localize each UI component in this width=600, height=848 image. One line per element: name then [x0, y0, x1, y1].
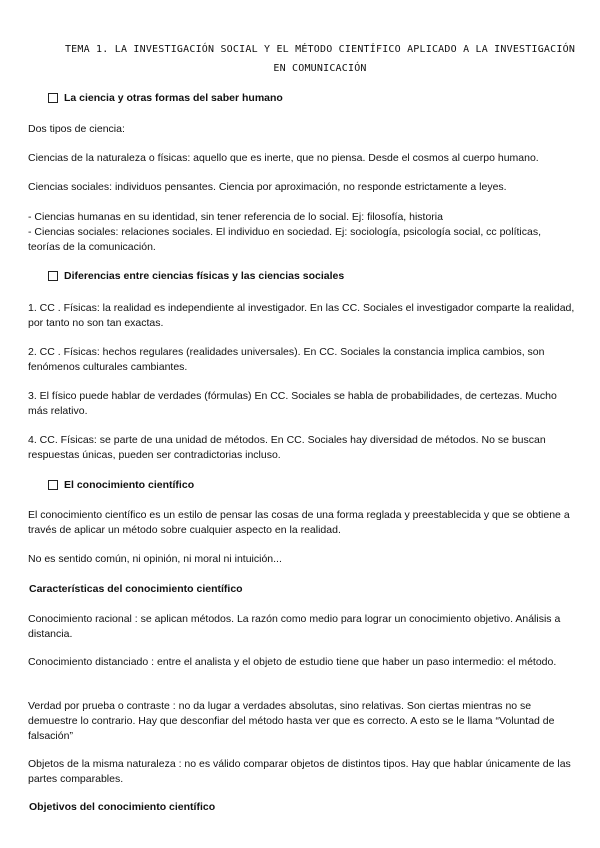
heading-text: Diferencias entre ciencias físicas y las ciencias sociales [64, 270, 345, 282]
checkbox-icon[interactable] [48, 480, 58, 490]
paragraph: Verdad por prueba o contraste : no da lugar a verdades absolutas, sino relativas. Son ciertas mientras no se demuestre lo contrario. Hay que desconfiar del método hasta ver que es correcto. A esto se le llama “Voluntad de falsación” [28, 700, 555, 742]
paragraph: Ciencias sociales: individuos pensantes. Ciencia por aproximación, no responde estrictamente a leyes. [28, 181, 507, 193]
section-heading-ciencia [48, 92, 283, 104]
list-item: 2. CC . Físicas: hechos regulares (realidades universales). En CC. Sociales la constancia implica cambios, son fenómenos culturales cambiantes. [28, 346, 545, 373]
checkbox-icon[interactable] [48, 271, 58, 281]
list-item: 4. CC. Físicas: se parte de una unidad de métodos. En CC. Sociales hay diversidad de métodos. No se buscan respuestas únicas, pueden ser contradictorias incluso. [28, 434, 546, 461]
paragraph: Ciencias de la naturaleza o físicas: aquello que es inerte, que no piensa. Desde el cosmos al cuerpo humano. [28, 152, 539, 164]
subheading-caracteristicas: Características del conocimiento científico [29, 583, 243, 595]
list-item: 1. CC . Físicas: la realidad es independiente al investigador. En las CC. Sociales el investigador comparte la realidad, por tanto no son tan exactas. [28, 302, 575, 329]
document-title: TEMA 1. LA INVESTIGACIÓN SOCIAL Y EL MÉTODO CIENTÍFICO APLICADO A LA INVESTIGACIÓN EN COMUNICACIÓN [64, 44, 576, 74]
section-heading-conocimiento [48, 479, 194, 491]
heading-text: La ciencia y otras formas del saber humano [64, 92, 283, 104]
paragraph: No es sentido común, ni opinión, ni moral ni intuición... [28, 553, 282, 565]
paragraph: - Ciencias humanas en su identidad, sin tener referencia de lo social. Ej: filosofía, historia [28, 211, 443, 223]
paragraph: El conocimiento científico es un estilo de pensar las cosas de una forma reglada y preestablecida y que se obtiene a través de aplicar un método sobre cualquier aspecto en la realidad. [28, 509, 570, 536]
checkbox-icon[interactable] [48, 93, 58, 103]
paragraph: Conocimiento distanciado : entre el analista y el objeto de estudio tiene que haber un paso intermedio: el método. [28, 656, 557, 668]
heading-text: El conocimiento científico [64, 479, 195, 491]
paragraph: Dos tipos de ciencia: [28, 123, 125, 135]
section-heading-diferencias [48, 270, 344, 282]
list-item: 3. El físico puede hablar de verdades (fórmulas) En CC. Sociales se habla de probabilidades, de certezas. Mucho más relativo. [28, 390, 557, 417]
paragraph: Conocimiento racional : se aplican métodos. La razón como medio para lograr un conocimiento objetivo. Análisis a distancia. [28, 613, 561, 640]
paragraph: - Ciencias sociales: relaciones sociales. El individuo en sociedad. Ej: sociología, psicología social, cc políticas, teorías de la comunicación. [28, 226, 542, 253]
paragraph: Objetos de la misma naturaleza : no es válido comparar objetos de distintos tipos. Hay que hablar únicamente de las partes comparables. [28, 758, 571, 785]
subheading-objetivos: Objetivos del conocimiento científico [29, 801, 216, 813]
